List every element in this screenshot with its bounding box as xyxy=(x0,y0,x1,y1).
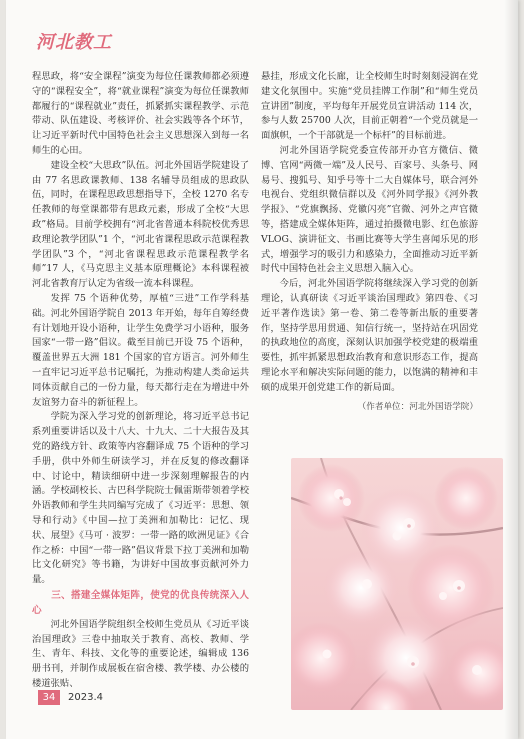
paragraph: 河北外国语学院党委宣传部开办官方微信、微博、官网“两微一端”及人民号、百家号、头条号、网易号、搜狐号、知乎号等十二大自媒体号，联合河外电视台、党组织微信群以及《河外同学报》《河外教学报》、“党旗飘扬、党徽闪亮”官微、河外之声官微等，搭建成全媒体矩阵，通过拍摄微电影、红色旅游 VLOG、演讲征文、书画比赛等大学生喜闻乐见的形式，增强学习的吸引力和感染力，全面推动习近平新时代中国特色社会主义思想入脑入心。 xyxy=(261,144,478,275)
right-column xyxy=(261,70,478,414)
paragraph: 建设全校“大思政”队伍。河北外国语学院建设了由 77 名思政课教师、138 名辅导员组成的思政队伍，同时，在课程思政思想指导下，全校 1270 名专任教师的每堂课都带有思政元素，形成了全校“大思政”格局。目前学校拥有“河北省普通本科院校优秀思政理论教学团队”1 个，“河北省课程思政示范课程教学团队”3 个，“河北省课程思政示范课程教学名师”17 人，《马克思主义基本原理概论》本科课程被河北省教育厅认定为省级一流本科课程。 xyxy=(32,159,249,290)
issue-date: 2023.4 xyxy=(68,692,103,703)
page-spine-shadow xyxy=(504,0,518,739)
blossom-photo xyxy=(291,458,503,710)
author-affiliation: （作者单位：河北外国语学院） xyxy=(357,401,478,412)
page-number: 34 xyxy=(38,690,60,705)
paragraph: 今后，河北外国语学院将继续深入学习党的创新理论，认真研读《习近平谈治国理政》第四卷、《习近平著作选读》第一卷、第二卷等新出版的重要著作，坚持学思用贯通、知信行统一，坚持站在巩固党的执政地位的高度，深刻认识加强学校党建的极端重要性，抓牢抓紧思想政治教育和意识形态工作，提高理论水平和解决实际问题的能力，以饱满的精神和丰硕的成果开创党建工作的新局面。 xyxy=(261,278,478,393)
magazine-page xyxy=(6,0,518,739)
paragraph: 学院为深入学习党的创新理论，将习近平总书记系列重要讲话以及十八大、十九大、二十大报告及其党的路线方针、政策等内容翻译成 75 个语种的学习手册，供中外师生研读学习，并在反复的修改翻译中、讨论中，精读细研中进一步深刻理解报告的内涵。学校副校长、古巴科学院院士佩雷斯带领着学校外语教师和学生共同编写完成了《习近平：思想、领导和行动》《中国—拉丁美洲和加勒比：记忆、现状、展望》《马可 · 波罗：一带一路的欧洲见证》《合作之桥：中国“一带一路”倡议背景下拉丁美洲和加勒比文化研究》等书籍，为讲好中国故事贡献河外力量。 xyxy=(32,411,249,586)
paragraph: 程思政，将“安全课程”演变为每位任课教师都必须遵守的“课程安全”，将“就业课程”演变为每位任课教师都履行的“课程就业”责任，抓紧抓实课程教学、示范带动、队伍建设、考核评价、社会实践等各个环节，让习近平新时代中国特色社会主义思想深入到每一名师生的心田。 xyxy=(32,71,249,156)
paragraph: 发挥 75 个语种优势，厚植“三进”工作学科基础。河北外国语学院自 2013 年开始，每年自筹经费有计划地开设小语种，让学生免费学习小语种，服务国家“一带一路”倡议。截至目前已开设 75 个语种，覆盖世界五大洲 181 个国家的官方语言。河外师生一直牢记习近平总书记嘱托，为推动构建人类命运共同体贡献自己的一份力量，每天都行走在为增进中外友谊努力奋斗的新征程上。 xyxy=(32,292,249,408)
paragraph: 悬挂，形成文化长廊，让全校师生时时刻刻浸润在党建文化氛围中。实施“党员挂牌工作制”和“师生党员宣讲团”制度，平均每年开展党员宣讲活动 114 次，参与人数 25700 人次，目前正朝着“一个党员就是一面旗帜，一个干部就是一个标杆”的目标前进。 xyxy=(261,71,478,142)
left-column xyxy=(32,70,249,692)
section-heading: 三、搭建全媒体矩阵，使党的优良传统深入人心 xyxy=(32,589,249,616)
paragraph: 河北外国语学院组织全校师生党员从《习近平谈治国理政》三卷中抽取关于教育、高校、教师、学生、青年、科技、文化等的重要论述，编辑成 136 册书刊，并制作成展板在宿舍楼、教学楼、办公楼的楼道张贴、 xyxy=(32,618,249,690)
masthead-logo: 河北教工 xyxy=(36,32,112,53)
